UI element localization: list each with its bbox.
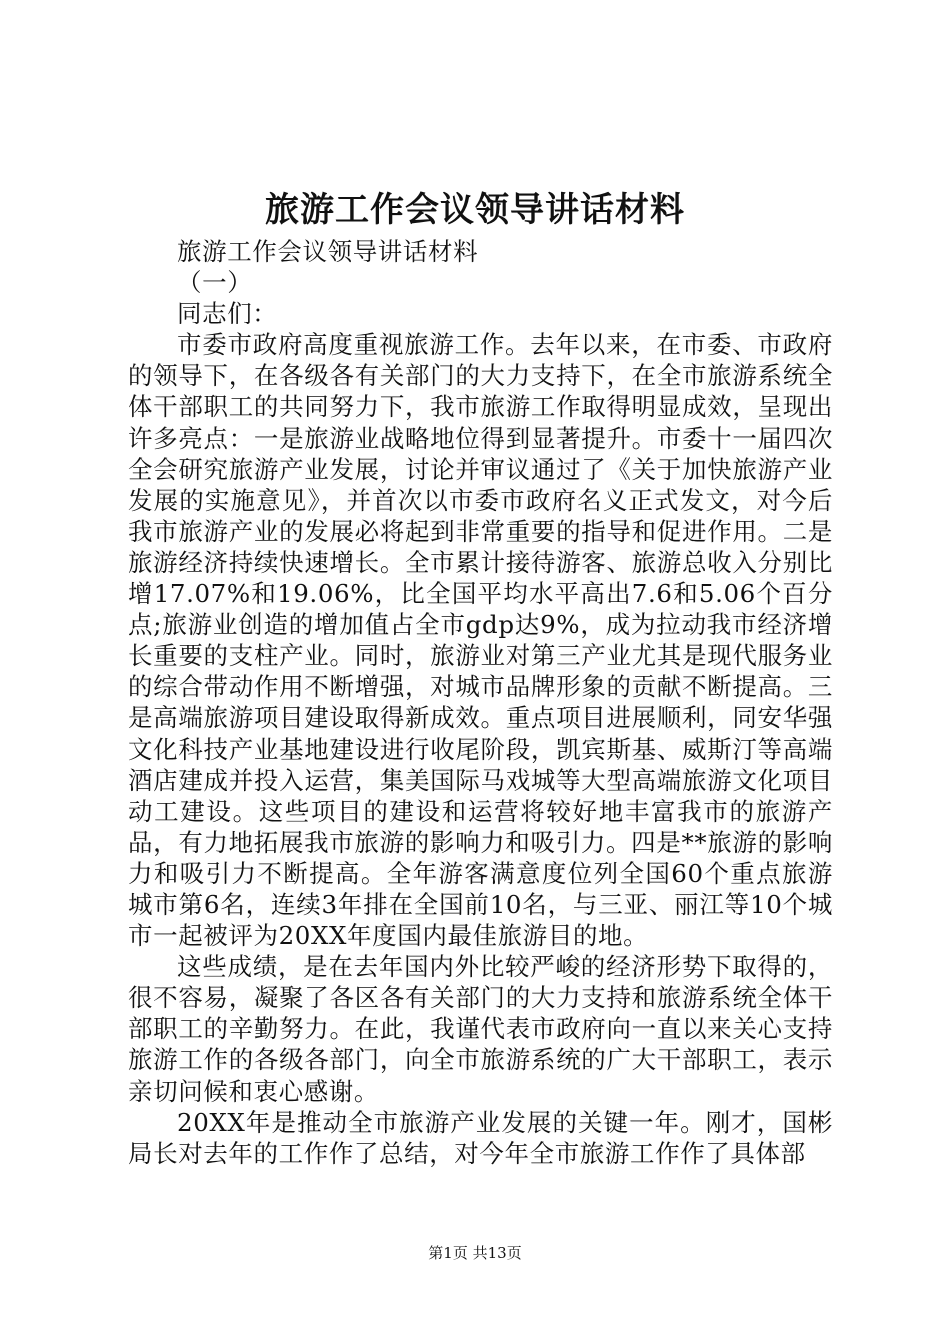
section-marker: （一） <box>177 268 253 298</box>
document-body <box>128 236 833 1169</box>
subtitle-line: 旅游工作会议领导讲话材料 <box>177 237 479 266</box>
paragraph-2: 这些成绩，是在去年国内外比较严峻的经济形势下取得的，很不容易，凝聚了各区各有关部门的大力支持和旅游系统全体干部职工的辛勤努力。在此，我谨代表市政府向一直以来关心支持旅游工作的各级各部门，向全市旅游系统的广大干部职工，表示亲切问候和衷心感谢。 <box>128 952 833 1106</box>
page-footer: 第1页 共13页 <box>428 1244 522 1262</box>
paragraph-1: 市委市政府高度重视旅游工作。去年以来，在市委、市政府的领导下，在各级各有关部门的大力支持下，在全市旅游系统全体干部职工的共同努力下，我市旅游工作取得明显成效，呈现出许多亮点：一是旅游业战略地位得到显著提升。市委十一届四次全会研究旅游产业发展，讨论并审议通过了《关于加快旅游产业发展的实施意见》，并首次以市委市政府名义正式发文，对今后我市旅游产业的发展必将起到非常重要的指导和促进作用。二是旅游经济持续快速增长。全市累计接待游客、旅游总收入分别比增17.07%和19.06%，比全国平均水平高出7.6和5.06个百分点;旅游业创造的增加值占全市gdp达9%，成为拉动我市经济增长重要的支柱产业。同时，旅游业对第三产业尤其是现代服务业的综合带动作用不断增强，对城市品牌形象的贡献不断提高。三是高端旅游项目建设取得新成效。重点项目进展顺利，同安华强文化科技产业基地建设进行收尾阶段，凯宾斯基、威斯汀等高端酒店建成并投入运营，集美国际马戏城等大型高端旅游文化项目动工建设。这些项目的建设和运营将较好地丰富我市的旅游产品，有力地拓展我市旅游的影响力和吸引力。四是**旅游的影响力和吸引力不断提高。全年游客满意度位列全国60个重点旅游城市第6名，连续3年排在全国前10名，与三亚、丽江等10个城市一起被评为20XX年度国内最佳旅游目的地。 <box>128 330 833 951</box>
greeting-line: 同志们： <box>177 299 278 329</box>
paragraph-3: 20XX年是推动全市旅游产业发展的关键一年。刚才，国彬局长对去年的工作作了总结，对今年全市旅游工作作了具体部 <box>128 1107 833 1168</box>
document-title: 旅游工作会议领导讲话材料 <box>265 190 685 230</box>
